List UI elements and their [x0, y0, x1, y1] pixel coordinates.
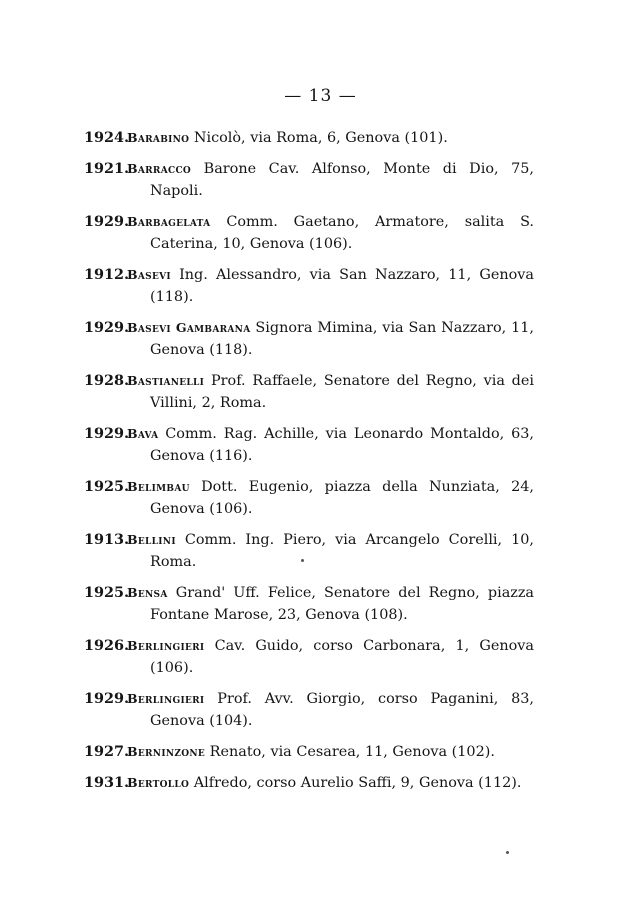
list-item [84, 635, 534, 679]
list-item [84, 741, 534, 763]
entry-text: Comm. Rag. Achille, via Leonardo Montaldo, 63, Genova (116). [150, 426, 534, 464]
entry-surname: Barracco [127, 161, 192, 176]
entry-surname: Berlingieri [127, 691, 205, 706]
entry-year: 1929. [84, 690, 130, 707]
entry-text: Renato, via Cesarea, 11, Genova (102). [209, 744, 495, 760]
entry-text: Comm. Gaetano, Armatore, salita S. Caterina, 10, Genova (106). [150, 214, 534, 252]
list-item [84, 529, 534, 573]
list-item [84, 264, 534, 308]
entry-year: 1928. [84, 372, 130, 389]
entry-text: Ing. Alessandro, via San Nazzaro, 11, Genova (118). [150, 267, 534, 305]
entry-year: 1921. [84, 160, 130, 177]
page-number: — 13 — [284, 86, 357, 106]
entry-surname: Bastianelli [127, 373, 205, 388]
entry-year: 1925. [84, 584, 130, 601]
entry-text: Barone Cav. Alfonso, Monte di Dio, 75, Napoli. [150, 161, 535, 199]
entry-year: 1931. [84, 774, 130, 791]
entry-surname: Berlingieri [127, 638, 205, 653]
entry-surname: Belimbau [127, 479, 190, 494]
scan-speck [301, 559, 304, 562]
entry-surname: Berninzone [127, 744, 206, 759]
list-item [84, 476, 534, 520]
list-item [84, 211, 534, 255]
entry-year: 1926. [84, 637, 130, 654]
entry-list [84, 127, 534, 794]
entry-surname: Bellini [127, 532, 176, 547]
list-item [84, 582, 534, 626]
entry-text: Prof. Raffaele, Senatore del Regno, via dei Villini, 2, Roma. [150, 373, 534, 411]
entry-text: Nicolò, via Roma, 6, Genova (101). [193, 130, 448, 146]
list-item [84, 772, 534, 794]
list-item [84, 317, 534, 361]
entry-text: Cav. Guido, corso Carbonara, 1, Genova (106). [150, 638, 534, 676]
entry-year: 1925. [84, 478, 130, 495]
entry-text: Prof. Avv. Giorgio, corso Paganini, 83, Genova (104). [150, 691, 535, 729]
entry-year: 1913. [84, 531, 130, 548]
entry-text: Alfredo, corso Aurelio Saffi, 9, Genova (112). [193, 775, 522, 791]
entry-year: 1929. [84, 425, 130, 442]
entry-text: Dott. Eugenio, piazza della Nunziata, 24, Genova (106). [150, 479, 534, 517]
entry-year: 1929. [84, 213, 130, 230]
entry-surname: Bensa [127, 585, 168, 600]
entry-surname: Basevi Gambarana [127, 320, 251, 335]
entry-text: Signora Mimina, via San Nazzaro, 11, Genova (118). [150, 320, 534, 358]
entry-year: 1924. [84, 129, 130, 146]
entry-text: Comm. Ing. Piero, via Arcangelo Corelli, 10, Roma. [150, 532, 535, 570]
entry-surname: Bertollo [127, 775, 190, 790]
list-item [84, 158, 534, 202]
list-item [84, 127, 534, 149]
list-item [84, 423, 534, 467]
entry-year: 1929. [84, 319, 130, 336]
entry-surname: Basevi [127, 267, 171, 282]
entry-surname: Barbagelata [127, 214, 211, 229]
entry-surname: Barabino [127, 130, 190, 145]
entry-year: 1912. [84, 266, 130, 283]
scan-speck [506, 851, 509, 854]
list-item [84, 370, 534, 414]
entry-text: Grand' Uff. Felice, Senatore del Regno, piazza Fontane Marose, 23, Genova (108). [150, 585, 535, 623]
entry-surname: Bava [127, 426, 159, 441]
entry-year: 1927. [84, 743, 130, 760]
list-item [84, 688, 534, 732]
